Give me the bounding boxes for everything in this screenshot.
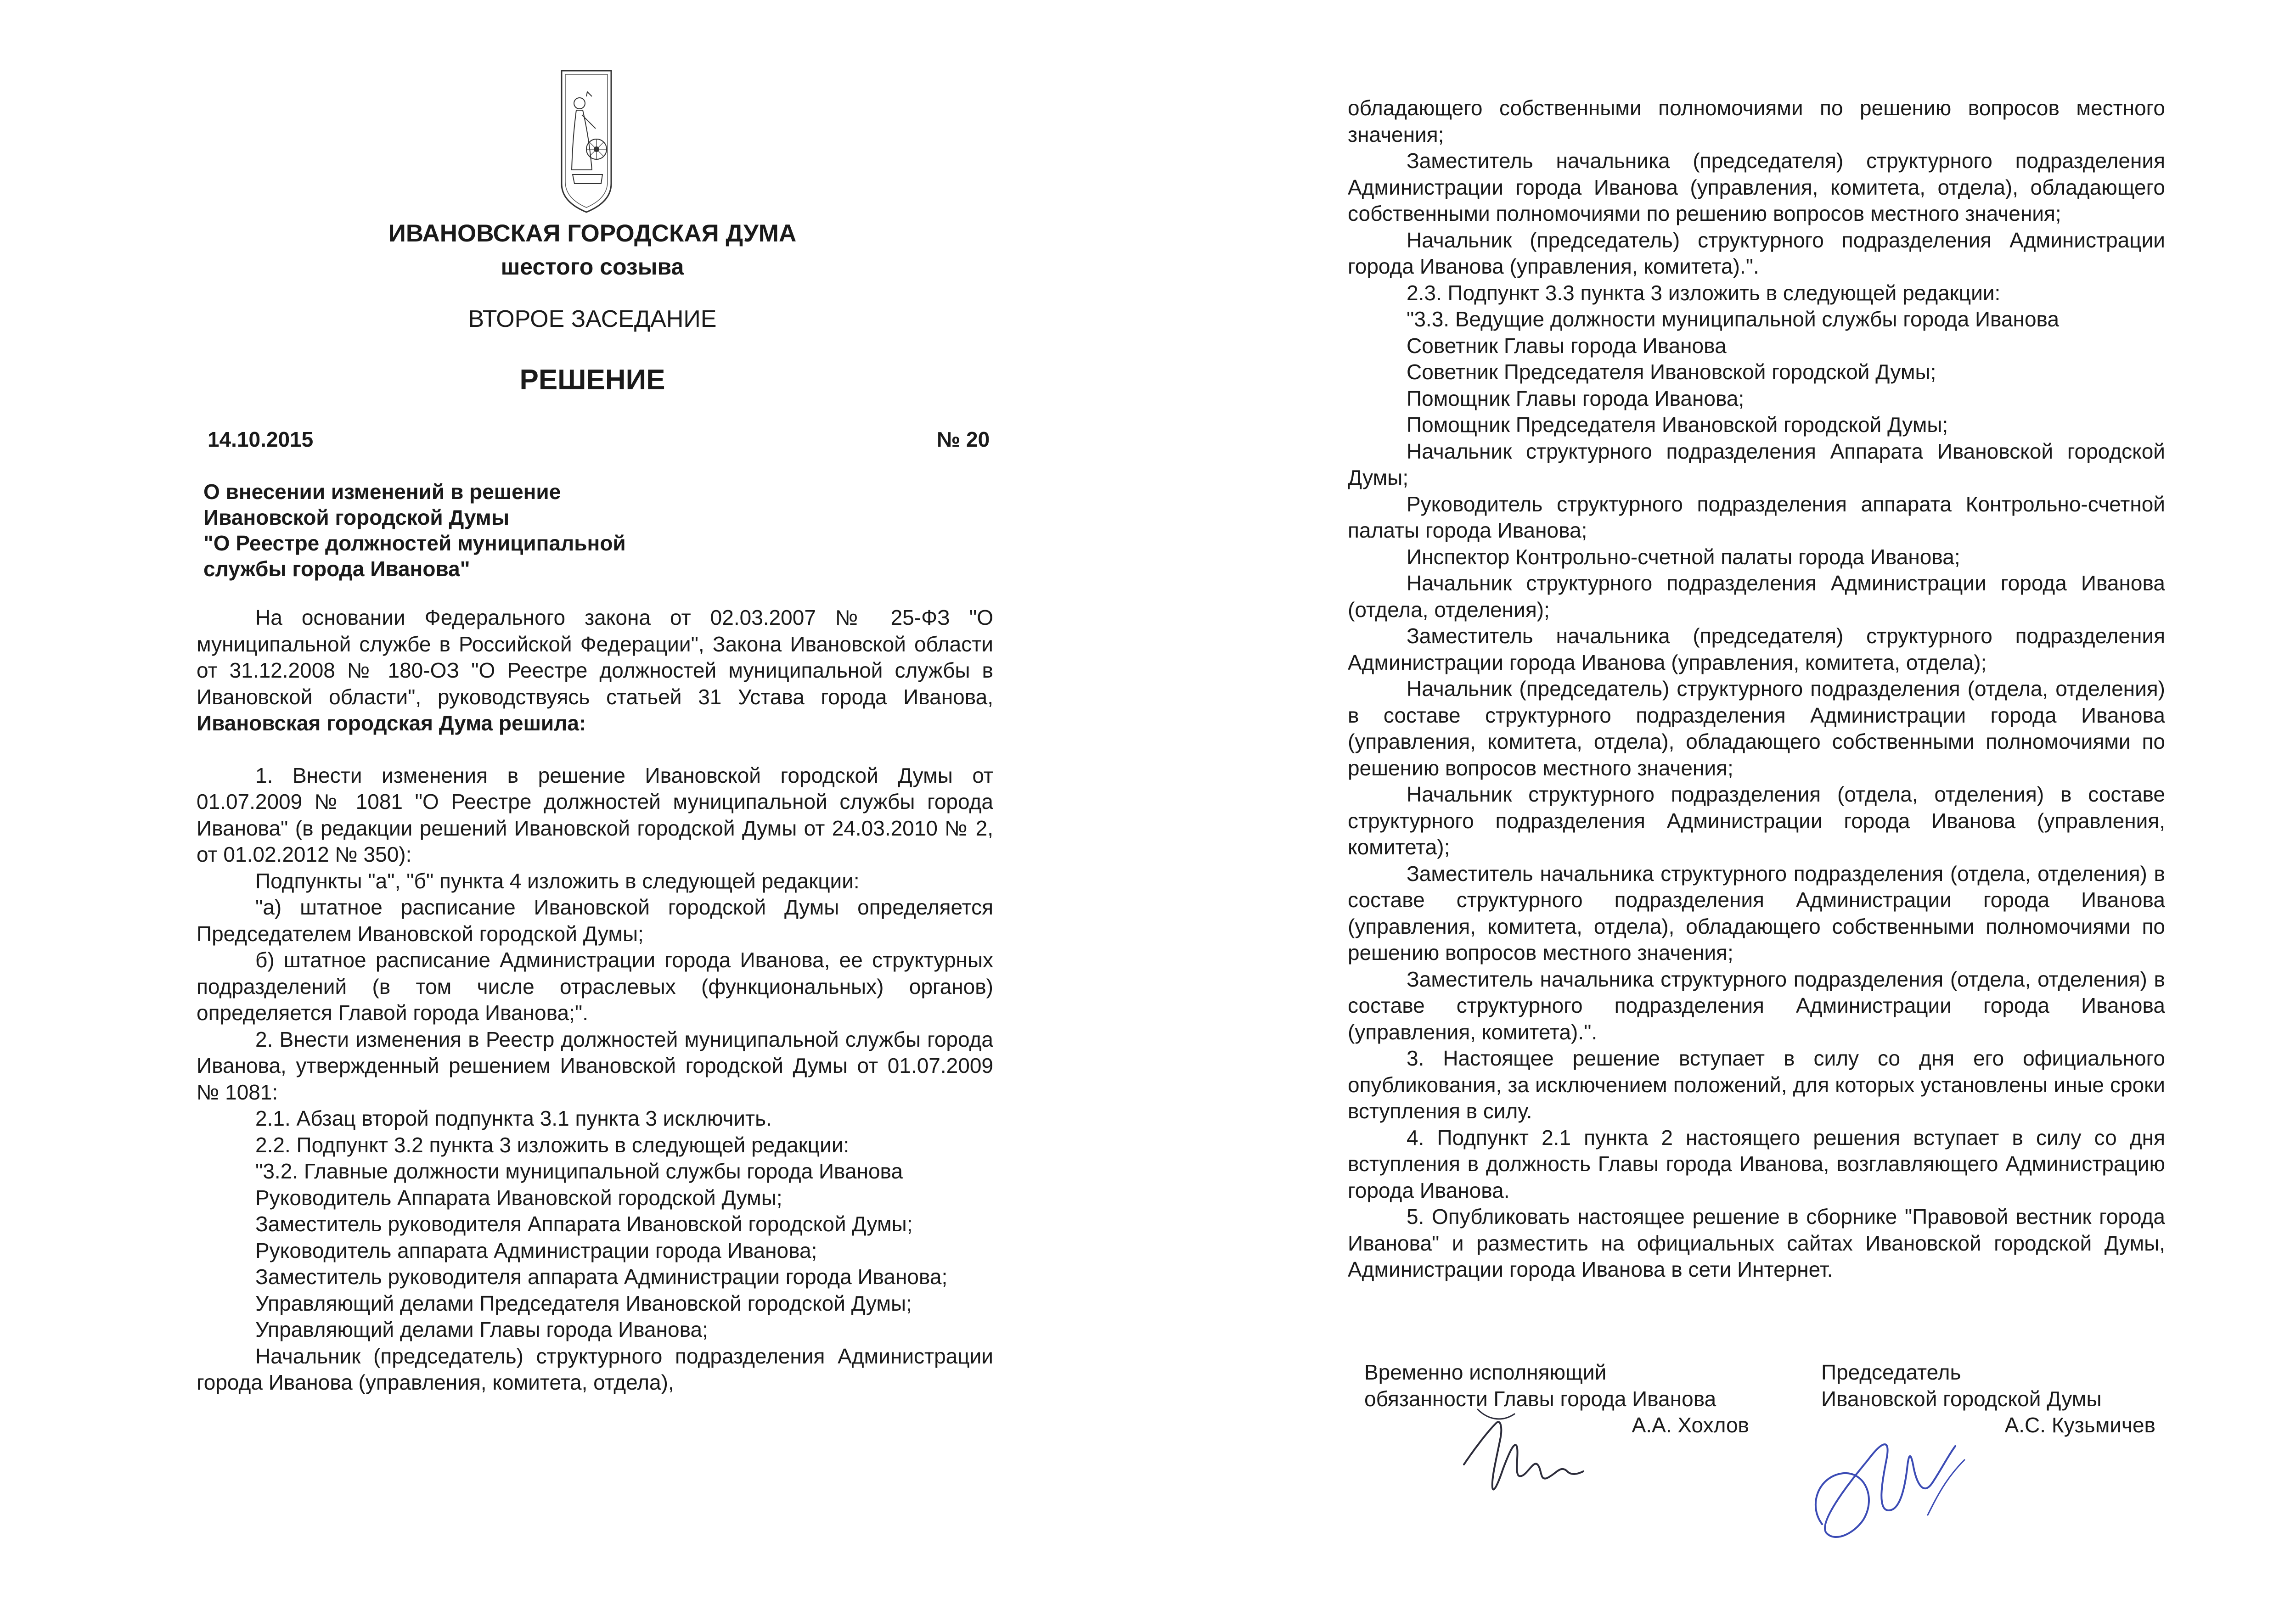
right-body-text [1348, 95, 2165, 1283]
paragraph: Советник Главы города Иванова [1407, 333, 1727, 358]
left-body-text [197, 605, 993, 1396]
paragraph: Заместитель руководителя аппарата Администрации города Иванова; [255, 1265, 948, 1289]
subject-line: О внесении изменений в решение [203, 480, 561, 504]
subject-line: "О Реестре должностей муниципальной [203, 531, 626, 555]
paragraph: 2. Внести изменения в Реестр должностей муниципальной службы города Иванова, утвержденный решением Ивановской городской Думы от 01.07.2009 № 1081: [197, 1027, 993, 1104]
paragraph: 1. Внести изменения в решение Ивановской городской Думы от 01.07.2009 № 1081 "О Реестре должностей муниципальной службы города Иванова" (в редакции решений Ивановской городской Думы от 24.03.2010 № 2, от 01.02.2012 № 350): [197, 763, 993, 866]
paragraph: Управляющий делами Председателя Ивановской городской Думы; [255, 1291, 912, 1315]
handwritten-signature-right [1790, 1405, 1992, 1556]
paragraph: Помощник Главы города Иванова; [1407, 386, 1745, 410]
city-coat-of-arms-emblem [559, 69, 614, 213]
paragraph: Начальник структурного подразделения Аппарата Ивановской городской Думы; [1348, 439, 2165, 489]
paragraph: Подпункты "а", "б" пункта 4 изложить в следующей редакции: [255, 869, 860, 893]
paragraph: Начальник (председатель) структурного подразделения (отдела, отделения) в составе структурного подразделения Администрации города Иванова (управления, комитета, отдела), обладающего собственными полномочиями по решению вопросов местного значения; [1348, 677, 2165, 780]
subject-line: службы города Иванова" [203, 557, 470, 581]
preamble-text: На основании Федерального закона от 02.03.2007 № 25-ФЗ "О муниципальной службе в Российской Федерации", Закона Ивановской области от 31.12.2008 № 180-ОЗ "О Реестре должностей муниципальной службы в Ивановской области", руководствуясь статьей 31 Устава города Иванова, [197, 606, 993, 709]
paragraph: "3.3. Ведущие должности муниципальной службы города Иванова [1407, 307, 2060, 331]
paragraph: 2.3. Подпункт 3.3 пункта 3 изложить в следующей редакции: [1407, 280, 2001, 305]
paragraph: Начальник (председатель) структурного подразделения Администрации города Иванова (управления, комитета, отдела), [197, 1344, 993, 1394]
paragraph: 5. Опубликовать настоящее решение в сборнике "Правовой вестник города Иванова" и разместить на официальных сайтах Ивановской городской Думы, Администрации города Иванова в сети Интернет. [1348, 1205, 2165, 1281]
paragraph: "3.2. Главные должности муниципальной службы города Иванова [255, 1159, 903, 1183]
paragraph: Помощник Председателя Ивановской городской Думы; [1407, 413, 1948, 437]
paragraph: 4. Подпункт 2.1 пункта 2 настоящего решения вступает в силу со дня вступления в должность Главы города Иванова, возглавляющего Администрацию города Иванова. [1348, 1125, 2165, 1202]
session-title: ВТОРОЕ ЗАСЕДАНИЕ [468, 306, 717, 332]
paragraph: Советник Председателя Ивановской городской Думы; [1407, 360, 1936, 384]
paragraph: Начальник структурного подразделения Администрации города Иванова (отдела, отделения); [1348, 571, 2165, 622]
document-date: 14.10.2015 [208, 427, 314, 451]
paragraph: 2.2. Подпункт 3.2 пункта 3 изложить в следующей редакции: [255, 1133, 850, 1157]
subject-line: Ивановской городской Думы [203, 505, 510, 529]
paragraph: Начальник (председатель) структурного подразделения Администрации города Иванова (управления, комитета).". [1348, 228, 2165, 278]
convocation: шестого созыва [501, 254, 684, 280]
paragraph: Заместитель начальника (председателя) структурного подразделения Администрации города Иванова (управления, комитета, отдела); [1348, 624, 2165, 674]
paragraph: 3. Настоящее решение вступает в силу со дня его официального опубликования, за исключением положений, для которых установлены иные сроки вступления в силу. [1348, 1046, 2165, 1123]
signatory-title: Временно исполняющий [1364, 1360, 1607, 1384]
paragraph: Руководитель Аппарата Ивановской городской Думы; [255, 1185, 782, 1210]
paragraph: Заместитель начальника (председателя) структурного подразделения Администрации города Иванова (управления, комитета, отдела), обладающего собственными полномочиями по решению вопросов местного значения; [1348, 149, 2165, 225]
paragraph: Начальник структурного подразделения (отдела, отделения) в составе структурного подразделения Администрации города Иванова (управления, комитета); [1348, 782, 2165, 859]
paragraph: б) штатное расписание Администрации города Иванова, ее структурных подразделений (в том числе отраслевых (функциональных) органов) определяется Главой города Иванова;". [197, 948, 993, 1025]
council-name: ИВАНОВСКАЯ ГОРОДСКАЯ ДУМА [388, 220, 797, 247]
signatory-title: Ивановской городской Думы [1821, 1386, 2102, 1411]
paragraph: Руководитель структурного подразделения аппарата Контрольно-счетной палаты города Иванова; [1348, 492, 2165, 542]
preamble-resolution: Ивановская городская Дума решила: [197, 711, 586, 735]
signatory-name: А.С. Кузьмичев [2004, 1413, 2155, 1437]
signatory-title: Председатель [1821, 1360, 1961, 1384]
handwritten-signature-left [1446, 1396, 1620, 1506]
preamble-paragraph [197, 605, 993, 737]
paragraph: "а) штатное расписание Ивановской городской Думы определяется Председателем Ивановской городской Думы; [197, 895, 993, 946]
paragraph: Управляющий делами Главы города Иванова; [255, 1318, 708, 1341]
signatory-title: обязанности Главы города Иванова [1364, 1386, 1716, 1411]
right-page [1161, 0, 2296, 1610]
paragraph: 2.1. Абзац второй подпункта 3.1 пункта 3 исключить. [255, 1106, 772, 1130]
paragraph: Заместитель руководителя Аппарата Ивановской городской Думы; [255, 1212, 913, 1236]
signatory-name: А.А. Хохлов [1632, 1413, 1749, 1437]
paragraph: Заместитель начальника структурного подразделения (отдела, отделения) в составе структурного подразделения Администрации города Иванова (управления, комитета).". [1348, 967, 2165, 1044]
paragraph: обладающего собственными полномочиями по решению вопросов местного значения; [1348, 96, 2165, 146]
paragraph: Заместитель начальника структурного подразделения (отдела, отделения) в составе структурного подразделения Администрации города Иванова (управления, комитета, отдела), обладающего собственными полномочиями по решению вопросов местного значения; [1348, 861, 2165, 965]
document-subject [203, 479, 800, 582]
document-type-title: РЕШЕНИЕ [519, 364, 665, 396]
paragraph: Инспектор Контрольно-счетной палаты города Иванова; [1407, 544, 1960, 569]
document-number: № 20 [937, 427, 990, 451]
paragraph: Руководитель аппарата Администрации города Иванова; [255, 1238, 817, 1262]
